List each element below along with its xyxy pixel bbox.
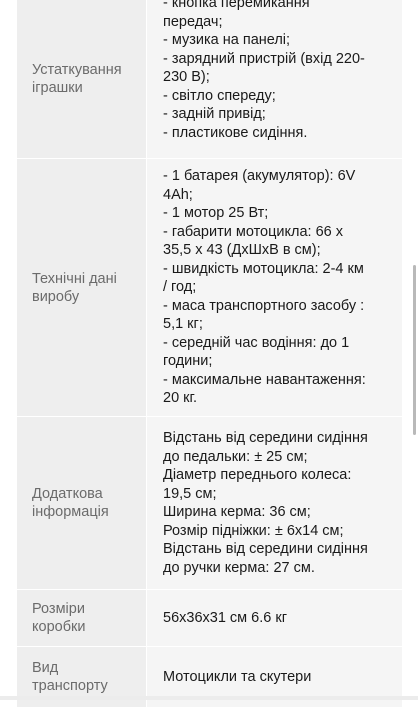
spec-value-equipment	[147, 0, 402, 158]
spec-value-line: Мотоцикли та скутери	[163, 668, 312, 685]
spec-label-line: виробу	[32, 288, 80, 305]
spec-value-line: - середній час водіння: до 1	[163, 334, 350, 351]
spec-value-line: Ширина керма: 36 см;	[163, 504, 311, 520]
spec-label-line: транспорту	[32, 678, 108, 694]
bottom-divider	[0, 696, 418, 700]
spec-value-technical	[147, 159, 402, 416]
spec-value-line: Відстань від середини сидіння	[163, 430, 368, 446]
spec-label-technical	[17, 159, 147, 416]
spec-value-line: Діаметр переднього колеса:	[163, 467, 352, 483]
spec-label-line: інформація	[32, 504, 109, 520]
spec-value-line: 19,5 см;	[163, 485, 217, 502]
spec-value-additional	[147, 417, 402, 589]
spec-label-box-size	[17, 590, 147, 646]
spec-label-line: коробки	[32, 619, 86, 635]
spec-value-line: / год;	[163, 279, 197, 296]
spec-value-line: передач;	[163, 13, 223, 30]
spec-value-line: - габарити мотоцикла: 66 х	[163, 223, 344, 240]
table-row	[17, 0, 402, 159]
product-specs-table	[17, 0, 402, 708]
spec-label-line: іграшки	[32, 80, 83, 96]
spec-value-line: - музика на панелі;	[163, 32, 291, 48]
spec-value-line: - 1 мотор 25 Вт;	[163, 205, 269, 222]
scrollbar[interactable]	[412, 0, 418, 700]
spec-label-line: Технічні дані	[32, 270, 117, 287]
spec-value-line: - пластикове сидіння.	[163, 124, 308, 141]
spec-label-equipment	[17, 0, 147, 158]
spec-label-line: Розміри	[32, 601, 85, 617]
table-row	[17, 417, 402, 590]
spec-value-line: - швидкість мотоцикла: 2-4 км	[163, 260, 364, 277]
spec-value-line: - задній привід;	[163, 106, 266, 122]
table-row	[17, 590, 402, 647]
scrollbar-thumb[interactable]	[413, 265, 416, 435]
spec-value-box-size	[147, 590, 402, 646]
spec-value-line: 5,1 кг;	[163, 316, 203, 333]
spec-label-line: Вид	[32, 660, 59, 676]
spec-value-line: 230 В);	[163, 69, 210, 85]
spec-value-line: - зарядний пристрій (вхід 220-	[163, 50, 365, 67]
spec-value-line: 56x36x31 см 6.6 кг	[163, 609, 287, 626]
spec-value-line: 20 кг.	[163, 390, 198, 407]
spec-value-line: Розмір підніжки: ± 6х14 см;	[163, 522, 344, 539]
table-row	[17, 159, 402, 417]
spec-value-line: - світло спереду;	[163, 87, 276, 104]
spec-value-line: - 1 батарея (акумулятор): 6V	[163, 168, 356, 185]
spec-value-line: Відстань від середини сидіння	[163, 541, 368, 557]
spec-value-line: до педальки: ± 25 см;	[163, 448, 308, 465]
spec-label-line: Додаткова	[32, 486, 103, 502]
spec-value-line: - кнопка перемикання	[163, 0, 310, 11]
spec-label-additional	[17, 417, 147, 589]
spec-value-line: години;	[163, 353, 213, 370]
spec-label-line: Устаткування	[32, 62, 122, 78]
spec-value-line: 35,5 х 43 (ДхШхВ в см);	[163, 242, 321, 259]
spec-value-line: 4Ah;	[163, 186, 193, 203]
spec-value-line: до ручки керма: 27 см.	[163, 559, 315, 576]
spec-value-line: - маса транспортного засобу :	[163, 297, 365, 314]
spec-value-line: - максимальне навантаження:	[163, 371, 366, 388]
